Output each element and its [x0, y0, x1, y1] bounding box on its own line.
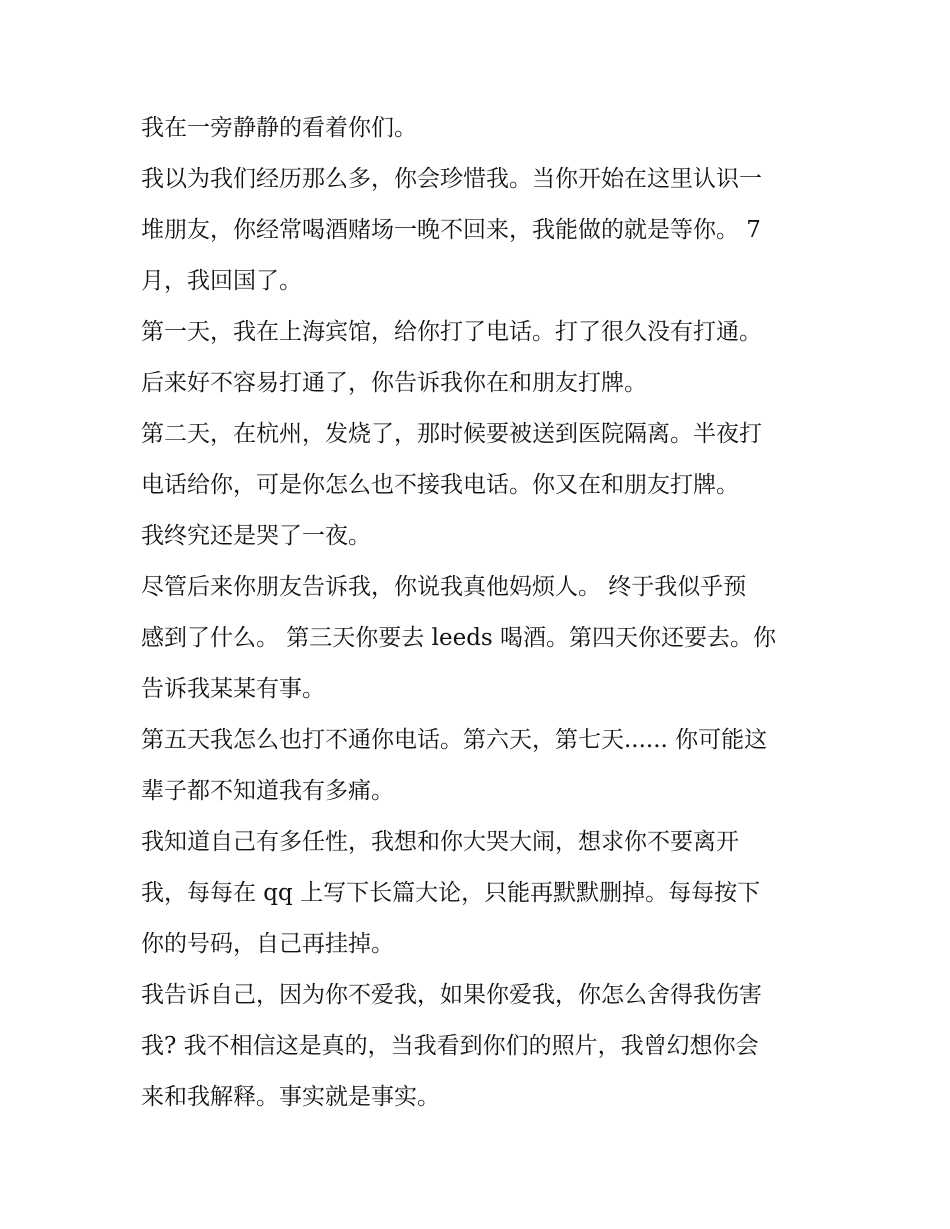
- text-line: 我告诉自己，因为你不爱我，如果你爱我，你怎么舍得我伤害: [141, 982, 762, 1008]
- text-line: 第五天我怎么也打不通你电话。第六天，第七天...... 你可能这: [141, 727, 768, 753]
- text-line: 告诉我某某有事。: [141, 676, 325, 702]
- text-line: 我，每每在 qq 上写下长篇大论，只能再默默删掉。每每按下: [141, 880, 761, 906]
- text-line: 后来好不容易打通了，你告诉我你在和朋友打牌。: [141, 370, 647, 396]
- text-line: 你的号码，自己再挂掉。: [141, 931, 394, 957]
- text-line: 堆朋友，你经常喝酒赌场一晚不回来，我能做的就是等你。 7: [141, 217, 761, 243]
- text-line: 尽管后来你朋友告诉我，你说我真他妈烦人。 终于我似乎预: [141, 574, 747, 600]
- text-line: 我在一旁静静的看着你们。: [141, 115, 417, 141]
- text-line: 第二天，在杭州，发烧了，那时候要被送到医院隔离。半夜打: [141, 421, 762, 447]
- text-line: 电话给你，可是你怎么也不接我电话。你又在和朋友打牌。: [141, 472, 739, 498]
- text-line: 月，我回国了。: [141, 268, 302, 294]
- text-line: 我? 我不相信这是真的，当我看到你们的照片，我曾幻想你会: [141, 1033, 759, 1059]
- text-line: 我知道自己有多任性，我想和你大哭大闹，想求你不要离开: [141, 829, 739, 855]
- text-line: 第一天，我在上海宾馆，给你打了电话。打了很久没有打通。: [141, 319, 762, 345]
- text-line: 我以为我们经历那么多，你会珍惜我。当你开始在这里认识一: [141, 166, 762, 192]
- text-line: 来和我解释。事实就是事实。: [141, 1084, 440, 1110]
- body-text: [141, 103, 821, 1123]
- text-line: 感到了什么。 第三天你要去 leeds 喝酒。第四天你还要去。你: [141, 625, 777, 651]
- text-line: 辈子都不知道我有多痛。: [141, 778, 394, 804]
- text-line: 我终究还是哭了一夜。: [141, 523, 371, 549]
